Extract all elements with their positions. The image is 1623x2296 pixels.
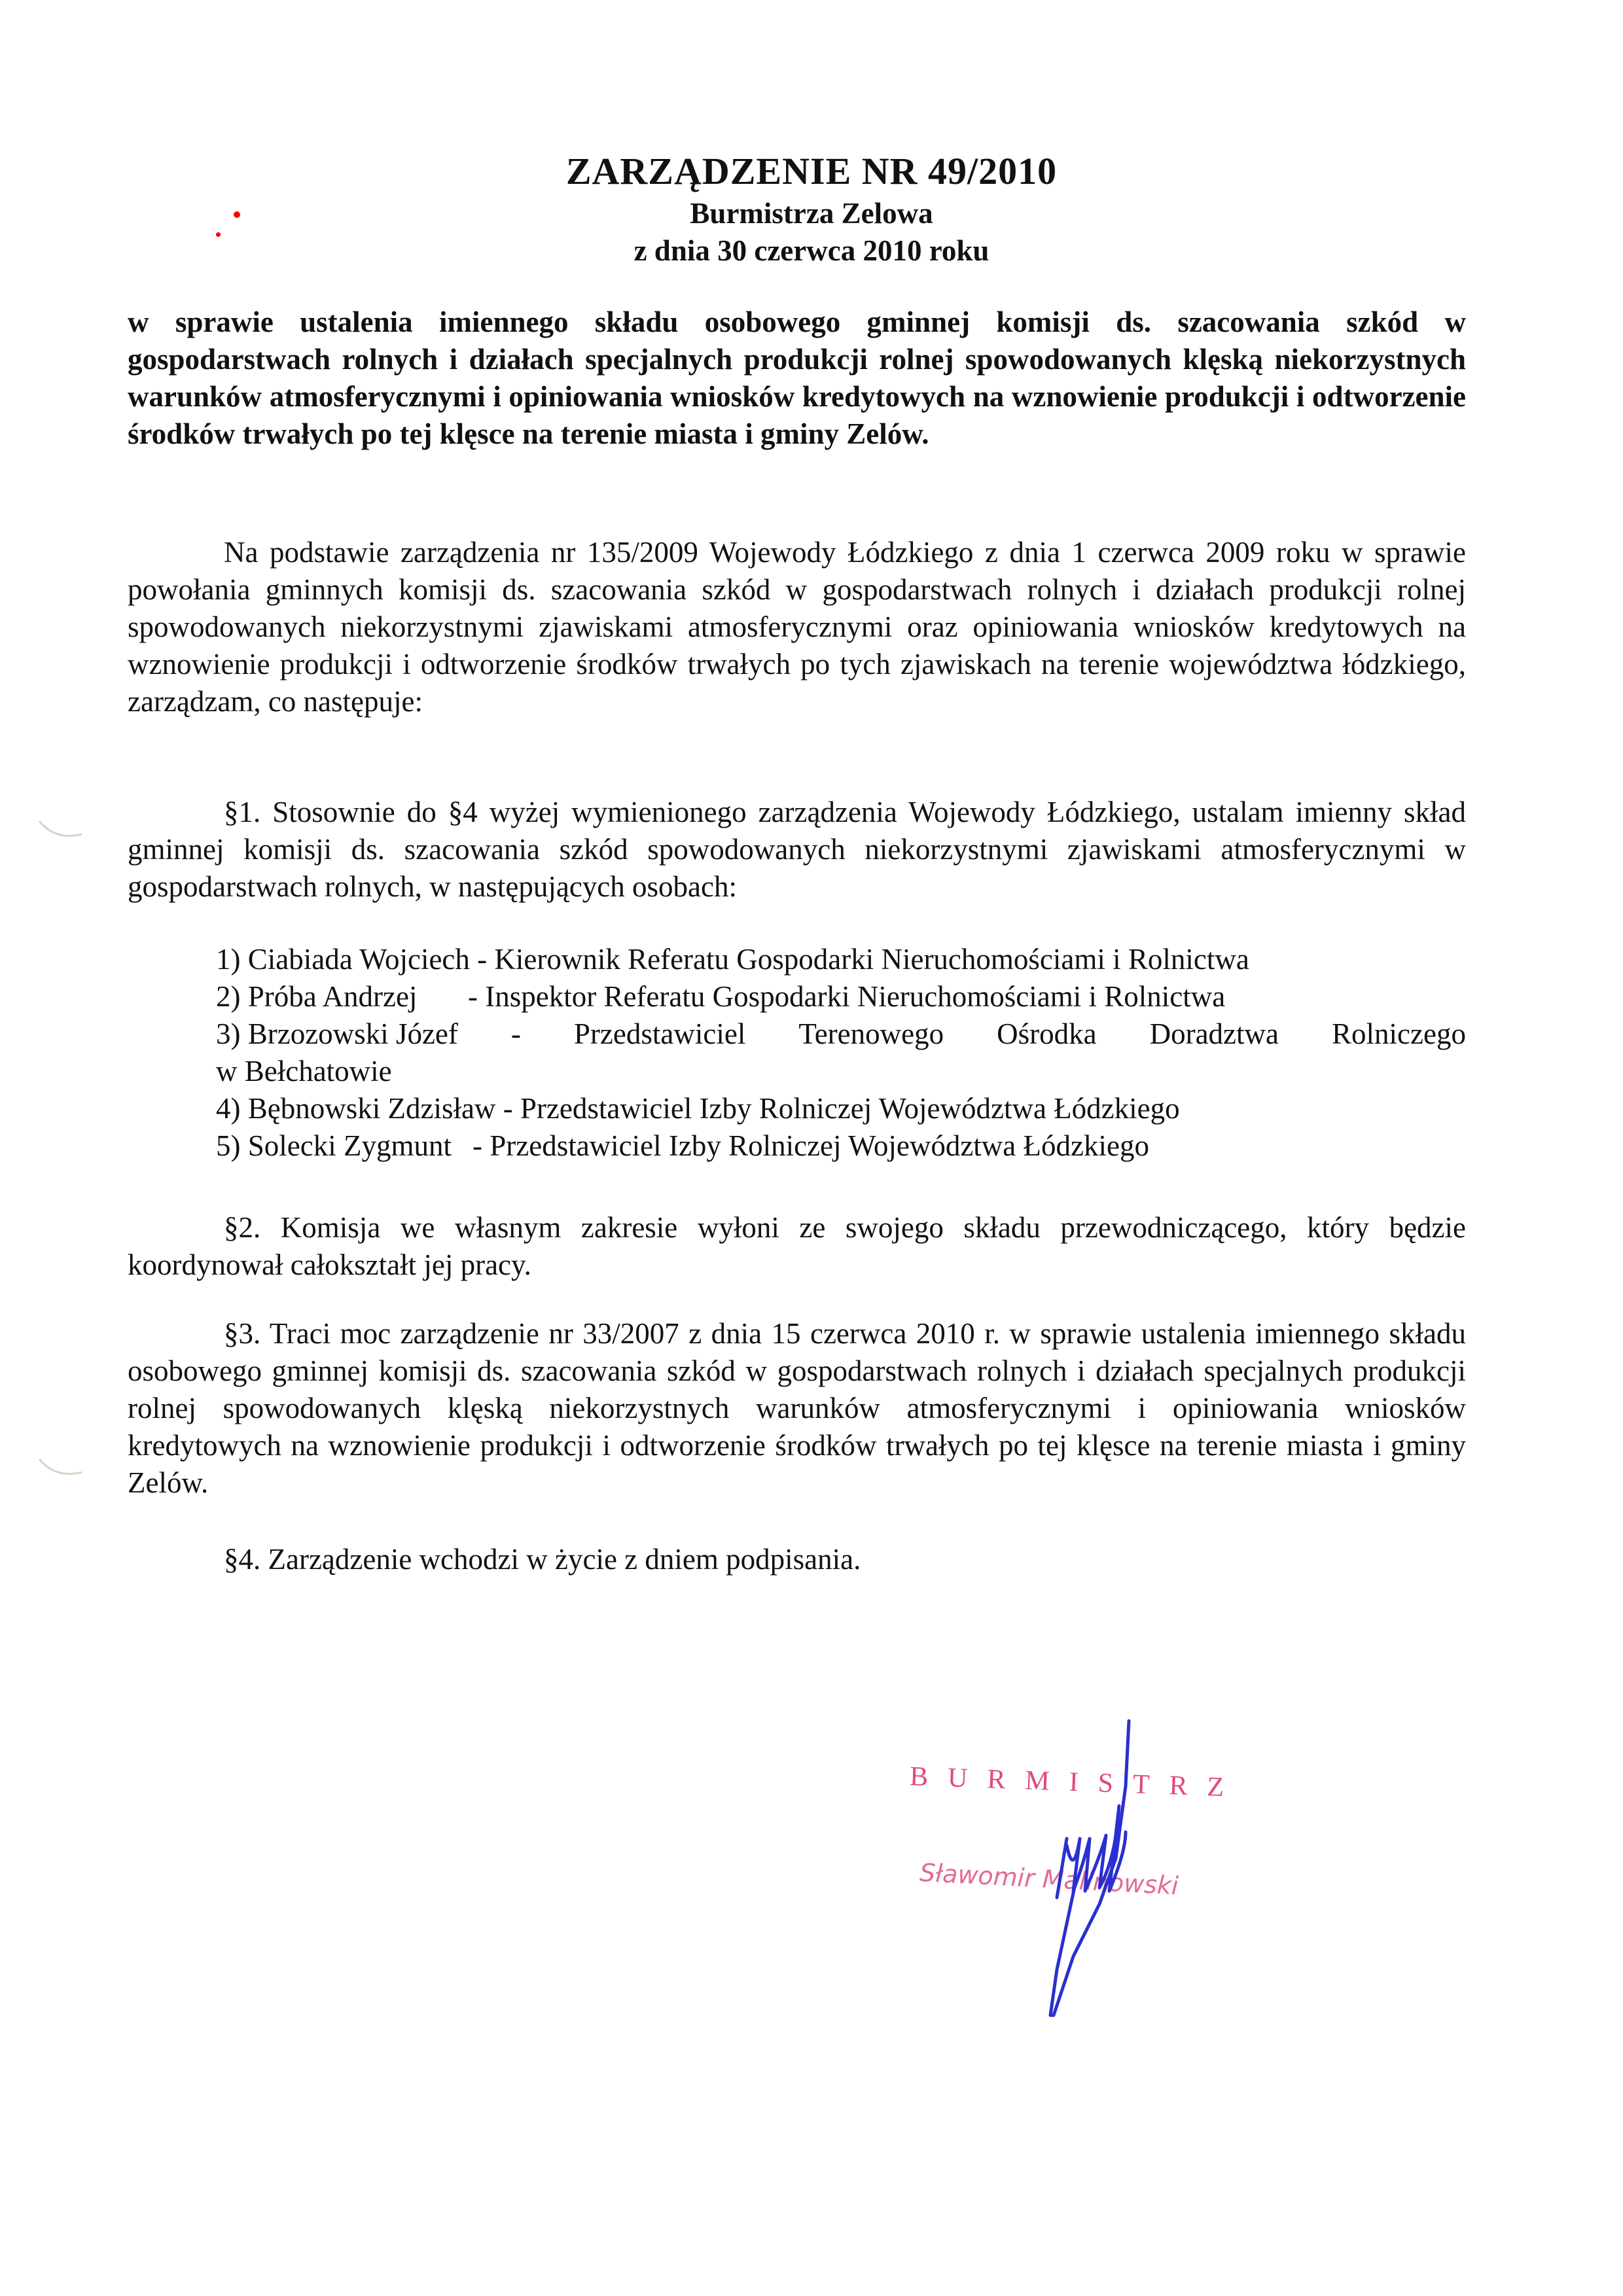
member-item (216, 941, 1466, 978)
punch-hole-mark (36, 818, 88, 844)
member-role-continuation: w Bełchatowie (216, 1055, 392, 1087)
member-role-part: Ośrodka (997, 1017, 1097, 1050)
red-mark-dot (234, 211, 240, 218)
member-name: 4) Bębnowski Zdzisław (216, 1092, 496, 1125)
section-4-paragraph (128, 1541, 1466, 1578)
document-issuer: Burmistrza Zelowa (690, 197, 933, 230)
section-2-text: §2. Komisja we własnym zakresie wyłoni ze swojego składu przewodniczącego, który będzie koordynował całokształt jej pracy. (128, 1211, 1466, 1281)
member-role: - Przedstawiciel Izby Rolniczej Województwa Łódzkiego (503, 1092, 1180, 1125)
section-1-text: §1. Stosownie do §4 wyżej wymienionego zarządzenia Wojewody Łódzkiego, ustalam imienny skład gminnej komisji ds. szacowania szkód spowodowanych niekorzystnymi zjawiskami atmosferycznymi w gospodarstwach rolnych, w następujących osobach: (128, 796, 1466, 903)
legal-basis-paragraph (128, 534, 1466, 720)
document-date: z dnia 30 czerwca 2010 roku (633, 234, 990, 267)
section-3-paragraph (128, 1315, 1466, 1502)
section-2-paragraph (128, 1209, 1466, 1284)
member-role-part: - (510, 1017, 521, 1050)
member-name: 1) Ciabiada Wojciech (216, 943, 470, 976)
member-name: 5) Solecki Zygmunt (216, 1129, 452, 1162)
stamp-name: Sławomir Malinowski (919, 1858, 1179, 1901)
member-item (216, 1127, 1466, 1165)
member-item (216, 978, 1466, 1016)
member-role: - Przedstawiciel Izby Rolniczej Województwa Łódzkiego (473, 1129, 1149, 1162)
member-role-part: Przedstawiciel (573, 1017, 746, 1050)
stamp-title: BURMISTRZ (909, 1761, 1245, 1803)
member-item-continuation (216, 1053, 1466, 1090)
member-name: 3) Brzozowski Józef (216, 1017, 458, 1050)
member-item (216, 1090, 1466, 1127)
member-item (216, 1016, 1466, 1053)
member-role-part: Doradztwa (1149, 1017, 1279, 1050)
member-role: - Inspektor Referatu Gospodarki Nieruchomościami i Rolnictwa (468, 980, 1226, 1013)
member-name: 2) Próba Andrzej (216, 980, 418, 1013)
legal-basis-text: Na podstawie zarządzenia nr 135/2009 Wojewody Łódzkiego z dnia 1 czerwca 2009 roku w sprawie powołania gminnych komisji ds. szacowania szkód w gospodarstwach rolnych i działach produkcji rolnej spowodowanych niekorzystnymi zjawiskami atmosferycznymi oraz opiniowania wniosków kredytowych na wznowienie produkcji i odtworzenie środków trwałych po tych zjawiskach na terenie województwa łódzkiego, zarządzam, co następuje: (128, 536, 1466, 718)
commission-members-list (216, 941, 1466, 1165)
member-role-part: Terenowego (798, 1017, 944, 1050)
section-1-paragraph (128, 794, 1466, 906)
document-title: ZARZĄDZENIE NR 49/2010 (565, 150, 1058, 192)
red-mark-dot (216, 232, 221, 237)
member-role-part: Rolniczego (1332, 1017, 1466, 1050)
handwritten-signature (969, 1708, 1165, 2022)
section-3-text: §3. Traci moc zarządzenie nr 33/2007 z dnia 15 czerwca 2010 r. w sprawie ustalenia imiennego składu osobowego gminnej komisji ds. szacowania szkód w gospodarstwach rolnych i działach specjalnych produkcji rolnej spowodowanych klęską niekorzystnych warunków atmosferycznymi i opiniowania wniosków kredytowych na wznowienie produkcji i odtworzenie środków trwałych po tej klęsce na terenie miasta i gminy Zelów. (128, 1317, 1466, 1499)
document-subject: w sprawie ustalenia imiennego składu osobowego gminnej komisji ds. szacowania szkód w gospodarstwach rolnych i działach specjalnych produkcji rolnej spowodowanych klęską niekorzystnych warunków atmosferycznymi i opiniowania wniosków kredytowych na wznowienie produkcji i odtworzenie środków trwałych po tej klęsce na terenie miasta i gminy Zelów. (128, 306, 1466, 450)
section-4-text: §4. Zarządzenie wchodzi w życie z dniem podpisania. (224, 1543, 861, 1576)
punch-hole-mark (36, 1456, 88, 1482)
member-role: - Kierownik Referatu Gospodarki Nieruchomościami i Rolnictwa (477, 943, 1249, 976)
